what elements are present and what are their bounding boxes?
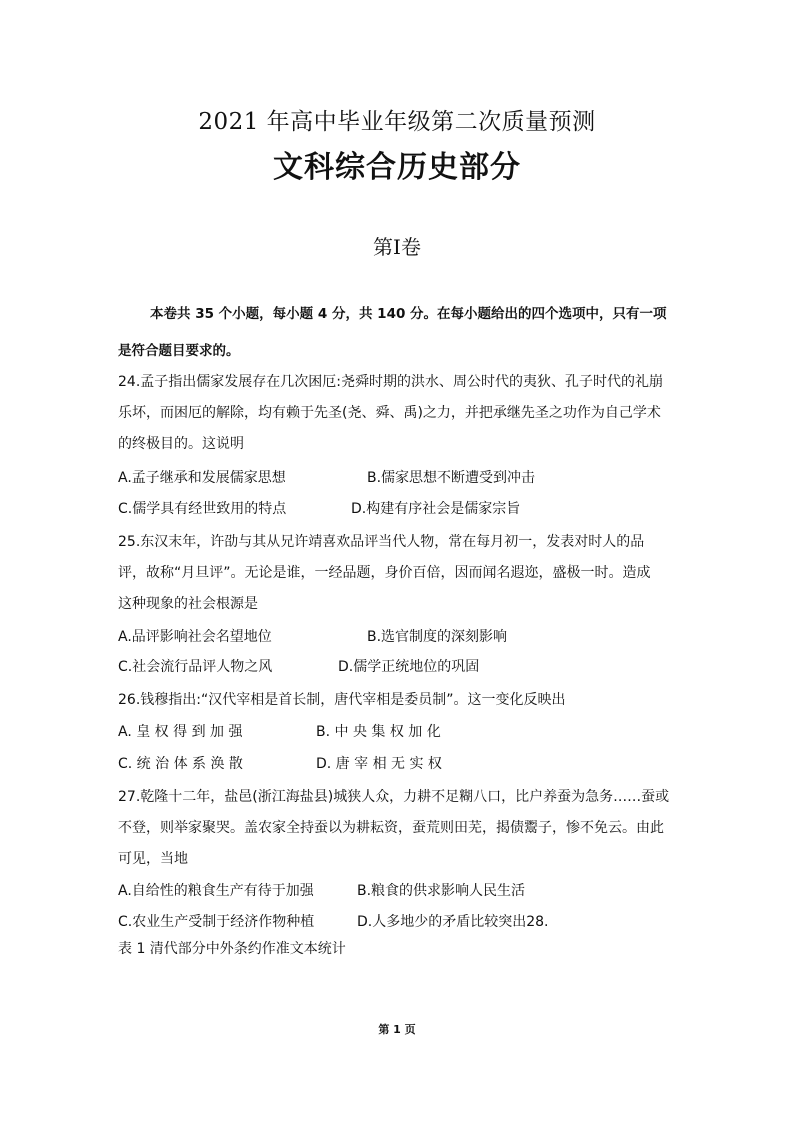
question-24-option-d: D.构建有序社会是儒家宗旨 [351,501,521,517]
question-25-line-1: 25.东汉末年，许劭与其从兄许靖喜欢品评当代人物，常在每月初一，发表对时人的品 [118,534,645,550]
question-27-option-c: C.农业生产受制于经济作物种植 [118,914,315,930]
question-25-option-d: D.儒学正统地位的巩固 [338,659,480,675]
question-27-option-b: B.粮食的供求影响人民生活 [357,883,526,899]
question-27-option-d: D.人多地少的矛盾比较突出28. [357,914,549,930]
page-number: 第 1 页 [378,1023,416,1036]
question-24-option-a: A.孟子继承和发展儒家思想 [118,470,286,486]
exam-title: 2021 年高中毕业年级第二次质量预测 [198,109,596,135]
question-25-line-3: 这种现象的社会根源是 [118,596,258,612]
section-title: 第Ⅰ卷 [373,235,421,259]
question-24-option-b: B.儒家思想不断遭受到冲击 [367,470,536,486]
question-24-line-1: 24.孟子指出儒家发展存在几次困厄:尧舜时期的洪水、周公时代的夷狄、孔子时代的礼崩 [118,374,663,390]
instructions: 本卷共 35 个小题，每小题 4 分，共 140 分。在每小题给出的四个选项中，只有一项是符合题目要求的。 [118,306,667,359]
question-24-line-2: 乐坏，而困厄的解除，均有赖于先圣(尧、舜、禹)之力，并把承继先圣之功作为自己学术 [118,405,661,421]
question-27-line-2: 不登，则举家聚哭。盖农家全持蚕以为耕耘资，蚕荒则田芜，揭债鬻子，惨不免云。由此 [118,820,664,836]
question-25-option-b: B.选官制度的深刻影响 [367,629,508,645]
question-24-line-3: 的终极目的。这说明 [118,436,244,452]
question-25-line-2: 评，故称“月旦评”。无论是谁，一经品题，身价百倍，因而闻名遐迩，盛极一时。造成 [118,565,651,581]
exam-subject-title: 文科综合历史部分 [273,150,521,185]
question-24-option-c: C.儒学具有经世致用的特点 [118,501,287,517]
question-26-option-d: D. 唐 宰 相 无 实 权 [316,756,442,772]
question-26-line-1: 26.钱穆指出:“汉代宰相是首长制，唐代宰相是委员制”。这一变化反映出 [118,692,566,708]
question-26-option-b: B. 中 央 集 权 加 化 [316,724,441,740]
question-25-option-c: C.社会流行品评人物之风 [118,659,273,675]
question-27-line-3: 可见，当地 [118,851,188,867]
question-26-option-c: C. 统 治 体 系 涣 散 [118,756,243,772]
question-27-line-1: 27.乾隆十二年，盐邑(浙江海盐县)城狭人众，力耕不足糊八口，比户养蚕为急务……蚕或 [118,789,670,805]
table-caption: 表 1 清代部分中外条约作准文本统计 [118,941,346,957]
question-25-option-a: A.品评影响社会名望地位 [118,629,272,645]
question-27-option-a: A.自给性的粮食生产有待于加强 [118,883,314,899]
question-26-option-a: A. 皇 权 得 到 加 强 [118,724,243,740]
